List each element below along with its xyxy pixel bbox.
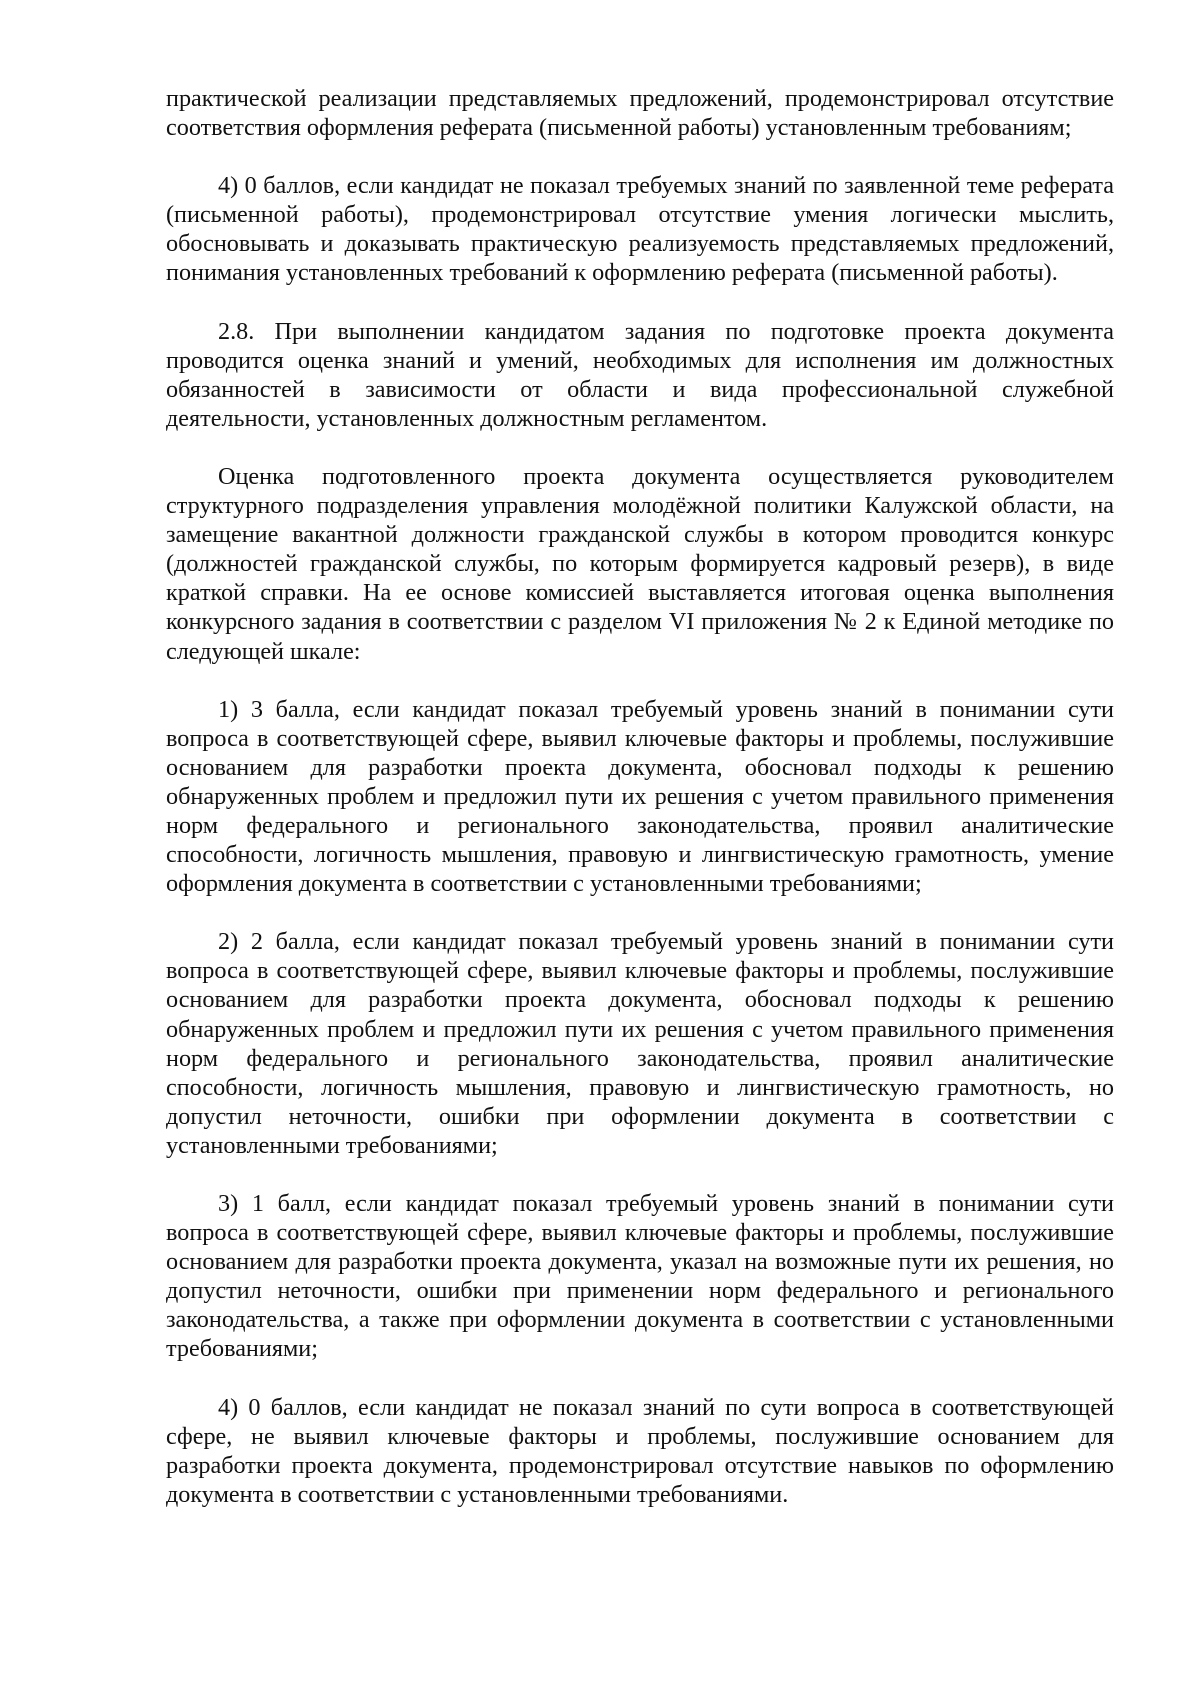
paragraph-score-1: 3) 1 балл, если кандидат показал требуемый уровень знаний в понимании сути вопроса в соответствующей сфере, выявил ключевые факторы и проблемы, послужившие основанием для разработки проекта документа, указал на возможные пути их решения, но допустил неточности, ошибки при применении норм федерального и регионального законодательства, а также при оформлении документа в соответствии с установленными требованиями; (166, 1190, 1114, 1363)
paragraph-item-4-essay: 4) 0 баллов, если кандидат не показал требуемых знаний по заявленной теме реферата (письменной работы), продемонстрировал отсутствие умения логически мыслить, обосновывать и доказывать практическую реализуемость представляемых предложений, понимания установленных требований к оформлению реферата (письменной работы). (166, 172, 1114, 287)
paragraph-score-2: 2) 2 балла, если кандидат показал требуемый уровень знаний в понимании сути вопроса в соответствующей сфере, выявил ключевые факторы и проблемы, послужившие основанием для разработки проекта документа, обосновал подходы к решению обнаруженных проблем и предложил пути их решения с учетом правильного применения норм федерального и регионального законодательства, проявил аналитические способности, логичность мышления, правовую и лингвистическую грамотность, но допустил неточности, ошибки при оформлении документа в соответствии с установленными требованиями; (166, 928, 1114, 1159)
paragraph-continuation: практической реализации представляемых предложений, продемонстрировал отсутствие соответствия оформления реферата (письменной работы) установленным требованиям; (166, 85, 1114, 142)
paragraph-score-0: 4) 0 баллов, если кандидат не показал знаний по сути вопроса в соответствующей сфере, не выявил ключевые факторы и проблемы, послужившие основанием для разработки проекта документа, продемонстрировал отсутствие навыков по оформлению документа в соответствии с установленными требованиями. (166, 1393, 1114, 1508)
paragraph-section-2-8: 2.8. При выполнении кандидатом задания по подготовке проекта документа проводится оценка знаний и умений, необходимых для исполнения им должностных обязанностей в зависимости от области и вида профессиональной служебной деятельности, установленных должностным регламентом. (166, 317, 1114, 432)
document-page (166, 84, 1114, 1509)
paragraph-score-3: 1) 3 балла, если кандидат показал требуемый уровень знаний в понимании сути вопроса в соответствующей сфере, выявил ключевые факторы и проблемы, послужившие основанием для разработки проекта документа, обосновал подходы к решению обнаруженных проблем и предложил пути их решения с учетом правильного применения норм федерального и регионального законодательства, проявил аналитические способности, логичность мышления, правовую и лингвистическую грамотность, умение оформления документа в соответствии с установленными требованиями; (166, 695, 1114, 898)
paragraph-assessment-description: Оценка подготовленного проекта документа осуществляется руководителем структурного подразделения управления молодёжной политики Калужской области, на замещение вакантной должности гражданской службы в котором проводится конкурс (должностей гражданской службы, по которым формируется кадровый резерв), в виде краткой справки. На ее основе комиссией выставляется итоговая оценка выполнения конкурсного задания в соответствии с разделом VI приложения № 2 к Единой методике по следующей шкале: (166, 462, 1114, 665)
